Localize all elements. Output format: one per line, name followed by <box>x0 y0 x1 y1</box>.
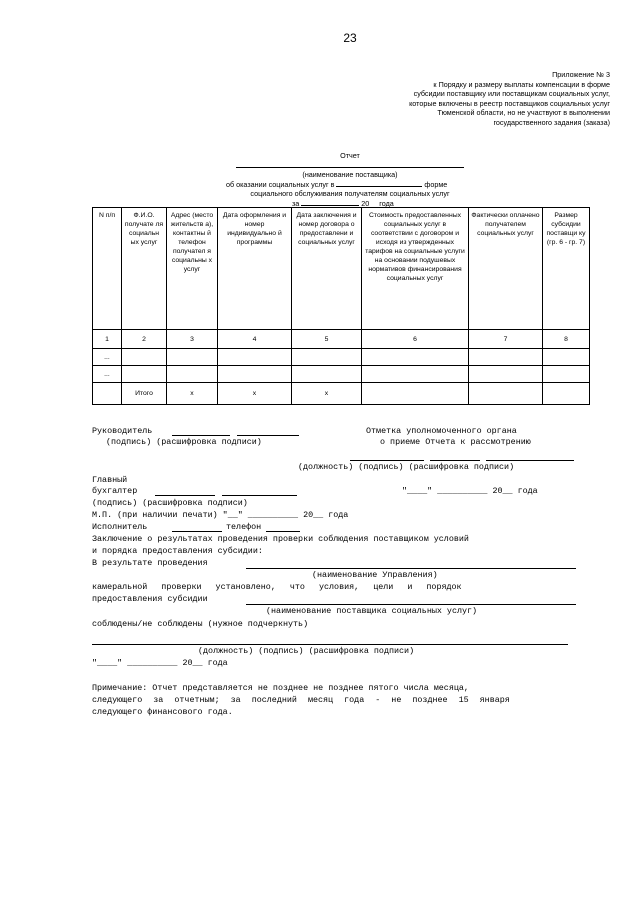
table-cell <box>362 383 469 405</box>
chief-date: "____" __________ 20__ года <box>402 486 538 496</box>
table-cell <box>543 383 590 405</box>
note-line-3: следующего финансового года. <box>92 707 233 717</box>
blank-line <box>246 568 576 569</box>
table-cell: 4 <box>218 330 292 349</box>
blank-line <box>350 460 424 461</box>
blank-line <box>222 495 297 496</box>
table-cell: 6 <box>362 330 469 349</box>
mark-captions: (должность) (подпись) (расшифровка подписи) <box>298 462 515 472</box>
table-row <box>93 349 590 366</box>
mp-line: М.П. (при наличии печати) "__" __________ 20__ года <box>92 510 349 520</box>
supplier-caption: (наименование поставщика) <box>302 170 398 179</box>
blank-line <box>266 531 300 532</box>
note-line-1: Примечание: Отчет представляется не позднее не позднее пятого числа месяца, <box>92 683 469 693</box>
appendix-header <box>330 70 610 128</box>
table-cell <box>218 366 292 383</box>
blank-line <box>430 460 480 461</box>
conclusion-line-2: и порядка предоставления субсидии: <box>92 546 263 556</box>
blank-line <box>336 179 422 187</box>
department-caption: (наименование Управления) <box>312 570 438 580</box>
table-cell <box>543 366 590 383</box>
supplier-line <box>236 167 464 168</box>
table-cell: 5 <box>292 330 362 349</box>
appendix-line: которые включены в реестр поставщиков социальных услуг <box>409 98 610 108</box>
report-line3-a: за <box>292 199 300 208</box>
table-header-row <box>93 208 590 330</box>
table-cell: 2 <box>122 330 167 349</box>
report-title: Отчет <box>340 151 360 160</box>
conclusion-line-1: Заключение о результатах проведения проверки соблюдения поставщиком условий <box>92 534 469 544</box>
appendix-line: Тюменской области, но не участвуют в выполнении <box>437 108 610 118</box>
report-line1 <box>226 179 486 189</box>
table-number-row <box>93 330 590 349</box>
header-cell: N п/п <box>93 208 122 330</box>
header-cell: Фактически оплачено получателем социальных услуг <box>469 208 543 330</box>
page-number: 23 <box>343 31 357 45</box>
header-cell: Дата заключения и номер договора о предоставлени и социальных услуг <box>292 208 362 330</box>
table-cell: 3 <box>167 330 218 349</box>
table-cell <box>292 349 362 366</box>
table-cell <box>543 349 590 366</box>
blank-line <box>301 198 359 206</box>
table-cell <box>122 366 167 383</box>
header-cell: Ф.И.О. получате ля социальн ых услуг <box>122 208 167 330</box>
report-line2: социального обслуживания получателям социальных услуг <box>250 189 450 198</box>
observed-line: соблюдены/не соблюдены (нужное подчеркнуть) <box>92 619 309 629</box>
blank-line <box>172 531 222 532</box>
header-cell: Адрес (место жительств а), контактны й телефон получател я социальны х услуг <box>167 208 218 330</box>
report-line1-b: форме <box>424 180 448 189</box>
phone-label: телефон <box>226 522 262 532</box>
blank-line <box>486 460 574 461</box>
table-cell: 8 <box>543 330 590 349</box>
table-cell <box>362 366 469 383</box>
table-cell: 1 <box>93 330 122 349</box>
chief-label-2: бухгалтер <box>92 486 138 496</box>
header-cell: Размер субсидии поставщи ку (гр. 6 - гр. 7) <box>543 208 590 330</box>
final-captions: (должность) (подпись) (расшифровка подписи) <box>198 646 415 656</box>
mark-title: Отметка уполномоченного органа <box>366 426 517 436</box>
table-cell: х <box>292 383 362 405</box>
appendix-line: Приложение № 3 <box>552 70 610 79</box>
table-cell: х <box>167 383 218 405</box>
report-line1-a: об оказании социальных услуг в <box>226 180 335 189</box>
report-table <box>92 207 590 405</box>
blank-line <box>246 604 576 605</box>
chief-sign-caption: (подпись) (расшифровка подписи) <box>92 498 248 508</box>
header-cell: Дата оформления и номер индивидуально й программы <box>218 208 292 330</box>
table-cell <box>122 349 167 366</box>
head-sign-caption: (подпись) (расшифровка подписи) <box>106 437 262 447</box>
table-cell: х <box>218 383 292 405</box>
supplier-caption-2: (наименование поставщика социальных услуг) <box>266 606 478 616</box>
report-line3-b: 20__ года <box>361 199 394 208</box>
final-date: "____" __________ 20__ года <box>92 658 228 668</box>
table-cell <box>93 383 122 405</box>
table-cell: ... <box>93 349 122 366</box>
table-cell: ... <box>93 366 122 383</box>
table-cell <box>167 349 218 366</box>
table-cell <box>218 349 292 366</box>
chief-label-1: Главный <box>92 475 128 485</box>
blank-line <box>92 644 568 645</box>
table-cell <box>362 349 469 366</box>
table-cell: 7 <box>469 330 543 349</box>
mark-subtitle: о приеме Отчета к рассмотрению <box>380 437 531 447</box>
cameral-line: камеральной проверки установлено, что условия, цели и порядок <box>92 582 462 592</box>
appendix-line: государственного задания (заказа) <box>493 117 610 127</box>
header-cell: Стоимость предоставленных социальных услуг в соответствии с договором и исходя из утвержденных тарифов на социальные услуги на основании подушевых нормативов финансирования социальных услуг <box>362 208 469 330</box>
head-label: Руководитель <box>92 426 153 436</box>
provision-label: предоставления субсидии <box>92 594 208 604</box>
table-cell <box>167 366 218 383</box>
table-cell <box>469 366 543 383</box>
table-cell <box>469 349 543 366</box>
appendix-line: субсидии поставщику или поставщикам социальных услуг, <box>413 89 610 99</box>
table-cell <box>469 383 543 405</box>
blank-line <box>237 435 299 436</box>
table-row <box>93 366 590 383</box>
result-label: В результате проведения <box>92 558 208 568</box>
executor-label: Исполнитель <box>92 522 148 532</box>
table-cell: Итого <box>122 383 167 405</box>
table-total-row <box>93 383 590 405</box>
blank-line <box>172 435 230 436</box>
blank-line <box>155 495 215 496</box>
note-line-2: следующего за отчетным; за последний месяц года - не позднее 15 января <box>92 695 510 705</box>
table-cell <box>292 366 362 383</box>
appendix-line: к Порядку и размеру выплаты компенсации в форме <box>433 79 610 89</box>
